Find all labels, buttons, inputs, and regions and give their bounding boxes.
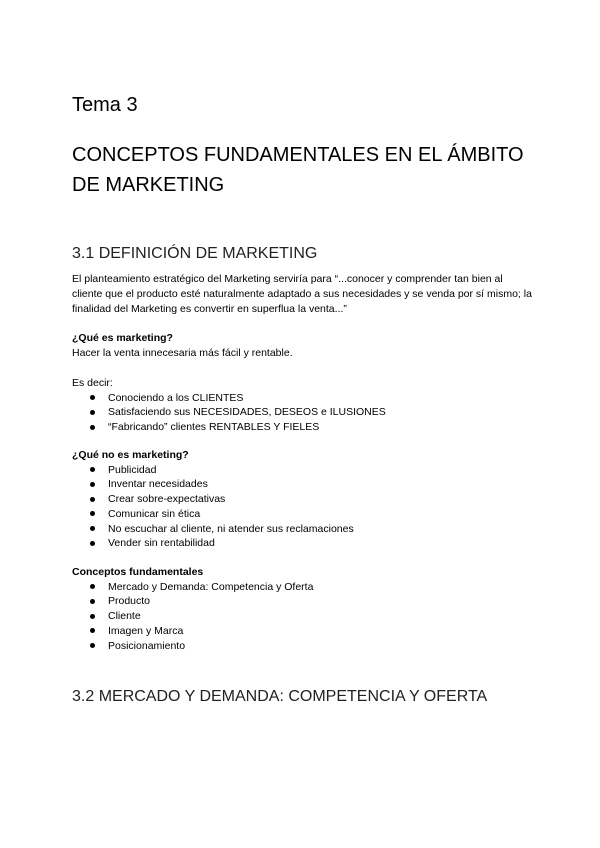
que-no-es-label: ¿Qué no es marketing? bbox=[72, 449, 189, 461]
bullet-icon bbox=[90, 541, 95, 546]
page-title: CONCEPTOS FUNDAMENTALES EN EL ÁMBITO DE MARKETING bbox=[72, 144, 524, 196]
bullet-icon bbox=[90, 614, 95, 619]
intro-paragraph: El planteamiento estratégico del Marketing serviría para “...conocer y comprender tan bien al cliente que el producto esté naturalmente adaptado a sus necesidades y se venda por sí mismo; la finalidad del Marketing es convertir en superflua la venta...” bbox=[72, 273, 532, 315]
section-heading-3-1: 3.1 DEFINICIÓN DE MARKETING bbox=[72, 245, 318, 262]
section-heading-3-2: 3.2 MERCADO Y DEMANDA: COMPETENCIA Y OFERTA bbox=[72, 688, 488, 705]
que-no-es-block bbox=[72, 448, 532, 551]
list-item: Crear sobre-expectativas bbox=[90, 492, 532, 507]
conceptos-block bbox=[72, 565, 532, 653]
bullet-icon bbox=[90, 628, 95, 633]
es-decir-label: Es decir: bbox=[72, 377, 113, 389]
bullet-icon bbox=[90, 482, 95, 487]
list-item: Cliente bbox=[90, 609, 532, 624]
conceptos-label: Conceptos fundamentales bbox=[72, 566, 204, 578]
bullet-icon bbox=[90, 584, 95, 589]
bullet-icon bbox=[90, 410, 95, 415]
conceptos-list bbox=[72, 580, 532, 654]
es-decir-block bbox=[72, 376, 532, 435]
list-item: Producto bbox=[90, 594, 532, 609]
que-es-block bbox=[72, 331, 532, 360]
bullet-icon bbox=[90, 511, 95, 516]
bullet-icon bbox=[90, 467, 95, 472]
list-item: “Fabricando” clientes RENTABLES Y FIELES bbox=[90, 420, 532, 435]
que-es-text: Hacer la venta innecesaria más fácil y rentable. bbox=[72, 346, 293, 359]
list-item: Mercado y Demanda: Competencia y Oferta bbox=[90, 580, 532, 595]
bullet-icon bbox=[90, 497, 95, 502]
bullet-icon bbox=[90, 526, 95, 531]
list-item: Imagen y Marca bbox=[90, 624, 532, 639]
list-item: Conociendo a los CLIENTES bbox=[90, 391, 532, 406]
bullet-icon bbox=[90, 425, 95, 430]
list-item: Posicionamiento bbox=[90, 639, 532, 654]
es-decir-list bbox=[72, 391, 532, 435]
list-item: Vender sin rentabilidad bbox=[90, 536, 532, 551]
list-item: Comunicar sin ética bbox=[90, 507, 532, 522]
list-item: Satisfaciendo sus NECESIDADES, DESEOS e ILUSIONES bbox=[90, 405, 532, 420]
list-item: No escuchar al cliente, ni atender sus reclamaciones bbox=[90, 522, 532, 537]
que-no-es-list bbox=[72, 463, 532, 551]
bullet-icon bbox=[90, 643, 95, 648]
bullet-icon bbox=[90, 395, 95, 400]
list-item: Inventar necesidades bbox=[90, 477, 532, 492]
bullet-icon bbox=[90, 599, 95, 604]
que-es-label: ¿Qué es marketing? bbox=[72, 332, 173, 344]
list-item: Publicidad bbox=[90, 463, 532, 478]
chapter-label: Tema 3 bbox=[72, 94, 138, 116]
